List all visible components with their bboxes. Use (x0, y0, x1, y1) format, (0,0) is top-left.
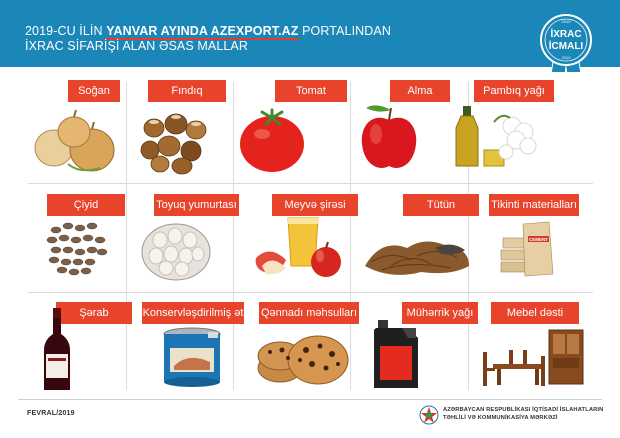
title-suffix: PORTALINDAN (298, 24, 391, 38)
product-label-canned-meat: Konservləşdirilmiş ət (142, 302, 244, 324)
product-label-cotton-seed: Çiyid (47, 194, 125, 216)
organization-name (443, 406, 603, 422)
product-label-motor-oil: Mühərrik yağı (402, 302, 478, 324)
wine-bottle-image (42, 306, 72, 394)
apple-image (356, 102, 422, 174)
canned-meat-image (160, 326, 224, 388)
hazelnut-image (136, 108, 214, 176)
juice-image (250, 214, 346, 282)
product-label-furniture: Mebel dəsti (491, 302, 579, 324)
motor-oil-image (372, 318, 422, 390)
organization-name-line-2: TƏHLİLİ VƏ KOMMUNİKASİYA MƏRKƏZİ (443, 415, 558, 421)
product-label-cotton-oil: Pambıq yağı (474, 80, 554, 102)
page-title (25, 24, 391, 54)
badge-line-1: İXRAC (550, 29, 582, 40)
product-label-apple: Alma (390, 80, 450, 102)
product-label-tobacco: Tütün (403, 194, 479, 216)
product-label-hazelnut: Fındıq (148, 80, 226, 102)
cotton-oil-image (454, 102, 542, 174)
badge-year-bottom: 2019 (561, 55, 571, 60)
grid-divider (126, 82, 127, 390)
organization-emblem-icon (419, 405, 439, 425)
cement-image (495, 218, 559, 280)
product-label-wine: Şərab (56, 302, 132, 324)
onion-image (30, 108, 120, 176)
grid-divider (28, 183, 593, 184)
furniture-image (479, 326, 589, 390)
title-prefix: 2019-CU İLİN (25, 24, 107, 38)
header-banner (0, 0, 620, 67)
tomato-image (236, 106, 308, 176)
product-label-building-materials: Tikinti materialları (489, 194, 579, 216)
product-label-onion: Soğan (68, 80, 120, 102)
cotton-seed-image (44, 216, 110, 278)
badge-line-2: İCMALI (548, 41, 584, 52)
egg-image (138, 214, 214, 282)
title-line-2: İXRAC SİFARİŞİ ALAN ƏSAS MALLAR (25, 39, 248, 53)
cookies-image (256, 326, 352, 388)
product-label-juice: Meyvə şirəsi (272, 194, 358, 216)
grid-divider (28, 292, 593, 293)
publication-date: FEVRAL/2019 (27, 410, 75, 417)
product-label-tomato: Tomat (275, 80, 347, 102)
badge-year-top: 2019 (561, 19, 571, 24)
footer-divider (18, 399, 602, 400)
organization-name-line-1: AZƏRBAYCAN RESPUBLİKASI İQTİSADİ İSLAHATLARIN (443, 407, 604, 413)
svg-text:CEMENT: CEMENT (529, 237, 548, 242)
product-label-confectionery: Qənnadı məhsulları (259, 302, 359, 324)
title-highlight: YANVAR AYINDA AZEXPORT.AZ (106, 24, 299, 38)
product-label-eggs: Toyuq yumurtası (154, 194, 239, 216)
grid-divider (233, 82, 234, 390)
tobacco-image (361, 226, 473, 282)
